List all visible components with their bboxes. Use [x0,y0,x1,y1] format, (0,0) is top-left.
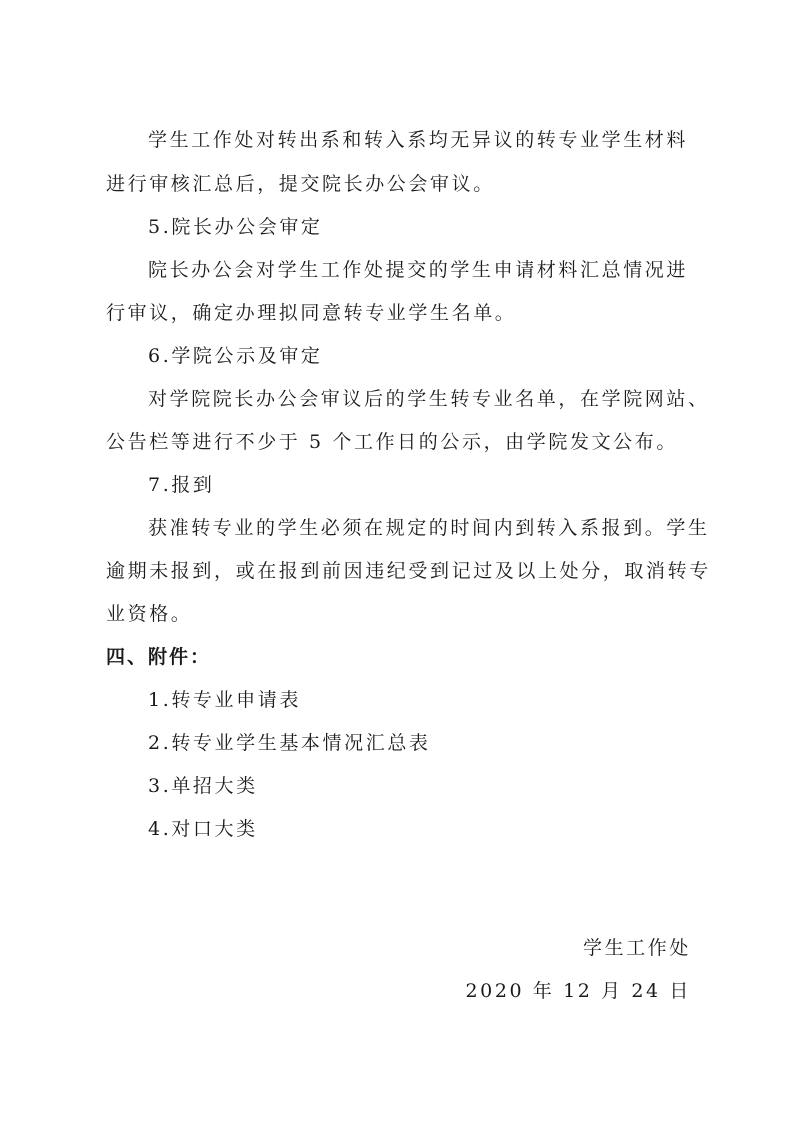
paragraph-line: 业资格。 [106,603,193,625]
paragraph-line: 对学院院长办公会审议后的学生转专业名单，在学院网站、 [148,388,710,410]
section-heading-7: 7.报到 [148,474,215,496]
paragraph-line: 公告栏等进行不少于 5 个工作日的公示，由学院发文公布。 [106,431,678,453]
paragraph-line: 院长办公会对学生工作处提交的学生申请材料汇总情况进 [148,259,689,281]
attachment-item: 2.转专业学生基本情况汇总表 [148,732,431,754]
signature-office: 学生工作处 [582,937,691,959]
section-heading-5: 5.院长办公会审定 [148,216,323,238]
paragraph-line: 学生工作处对转出系和转入系均无异议的转专业学生材料 [148,129,689,151]
attachment-item: 3.单招大类 [148,775,258,797]
section-heading-6: 6.学院公示及审定 [148,345,323,367]
attachment-item: 1.转专业申请表 [148,689,301,711]
paragraph-line: 逾期未报到，或在报到前因违纪受到记过及以上处分，取消转专 [106,560,711,582]
signature-date: 2020 年 12 月 24 日 [465,980,691,1002]
paragraph-line: 进行审核汇总后，提交院长办公会审议。 [106,173,495,195]
attachments-heading: 四、附件： [106,646,212,668]
attachment-item: 4.对口大类 [148,818,258,840]
paragraph-line: 获准转专业的学生必须在规定的时间内到转入系报到。学生 [148,517,710,539]
paragraph-line: 行审议，确定办理拟同意转专业学生名单。 [106,302,517,324]
